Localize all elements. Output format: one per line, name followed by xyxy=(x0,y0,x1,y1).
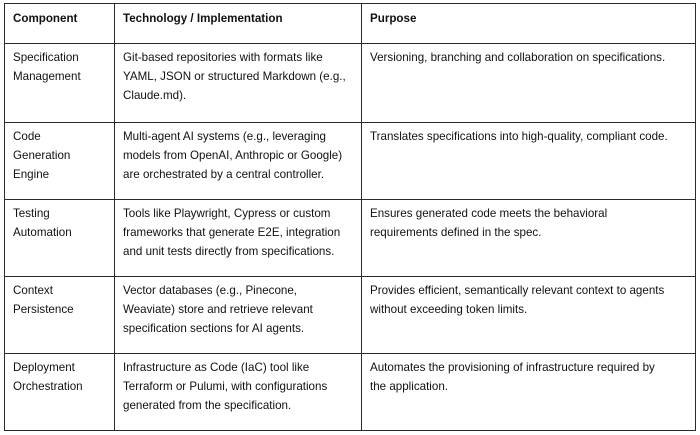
components-table xyxy=(4,3,696,431)
table-row xyxy=(5,44,696,123)
cell-line: Ensures generated code meets the behavioral xyxy=(370,207,608,220)
cell-line: are orchestrated by a central controller. xyxy=(123,168,325,181)
cell-line: Code xyxy=(13,130,41,143)
cell-line: YAML, JSON or structured Markdown (e.g., xyxy=(123,70,346,83)
table-row xyxy=(5,123,696,200)
cell-line: Context xyxy=(13,284,53,297)
cell-line: Claude.md). xyxy=(123,89,187,102)
cell-line: Tools like Playwright, Cypress or custom xyxy=(123,207,331,220)
cell-line: Multi-agent AI systems (e.g., leveraging xyxy=(123,130,326,143)
cell-line: Automates the provisioning of infrastructure required by xyxy=(370,361,655,374)
table-row xyxy=(5,277,696,354)
component-cell xyxy=(5,123,115,200)
cell-line: the application. xyxy=(370,380,448,393)
cell-line: Terraform or Pulumi, with configurations xyxy=(123,380,328,393)
technology-cell xyxy=(115,354,362,431)
cell-line: Provides efficient, semantically relevant context to agents xyxy=(370,284,665,297)
header-row xyxy=(5,4,696,44)
technology-cell xyxy=(115,44,362,123)
purpose-cell xyxy=(362,200,696,277)
technology-cell xyxy=(115,200,362,277)
cell-line: Engine xyxy=(13,168,50,181)
cell-line: Deployment xyxy=(13,361,75,374)
header-component: Component xyxy=(5,4,115,44)
purpose-cell xyxy=(362,277,696,354)
header-purpose: Purpose xyxy=(362,4,696,44)
purpose-cell xyxy=(362,44,696,123)
cell-line: Specification xyxy=(13,51,79,64)
cell-line: Persistence xyxy=(13,303,74,316)
component-cell xyxy=(5,200,115,277)
component-cell xyxy=(5,44,115,123)
purpose-cell xyxy=(362,123,696,200)
purpose-cell xyxy=(362,354,696,431)
cell-line: without exceeding token limits. xyxy=(370,303,528,316)
header-technology: Technology / Implementation xyxy=(115,4,362,44)
cell-line: frameworks that generate E2E, integration xyxy=(123,226,341,239)
cell-line: generated from the specification. xyxy=(123,399,292,412)
cell-line: Weaviate) store and retrieve relevant xyxy=(123,303,313,316)
cell-line: Orchestration xyxy=(13,380,83,393)
cell-line: Testing xyxy=(13,207,50,220)
cell-line: requirements defined in the spec. xyxy=(370,226,542,239)
technology-cell xyxy=(115,277,362,354)
component-cell xyxy=(5,277,115,354)
cell-line: Automation xyxy=(13,226,72,239)
cell-line: Infrastructure as Code (IaC) tool like xyxy=(123,361,310,374)
cell-line: Generation xyxy=(13,149,71,162)
technology-cell xyxy=(115,123,362,200)
component-cell xyxy=(5,354,115,431)
cell-line: and unit tests directly from specifications. xyxy=(123,245,335,258)
table-row xyxy=(5,200,696,277)
cell-line: specification sections for AI agents. xyxy=(123,322,305,335)
cell-line: Translates specifications into high-quality, compliant code. xyxy=(370,130,668,143)
cell-line: models from OpenAI, Anthropic or Google) xyxy=(123,149,343,162)
cell-line: Vector databases (e.g., Pinecone, xyxy=(123,284,298,297)
table-row xyxy=(5,354,696,431)
cell-line: Git-based repositories with formats like xyxy=(123,51,323,64)
cell-line: Management xyxy=(13,70,81,83)
cell-line: Versioning, branching and collaboration on specifications. xyxy=(370,51,666,64)
